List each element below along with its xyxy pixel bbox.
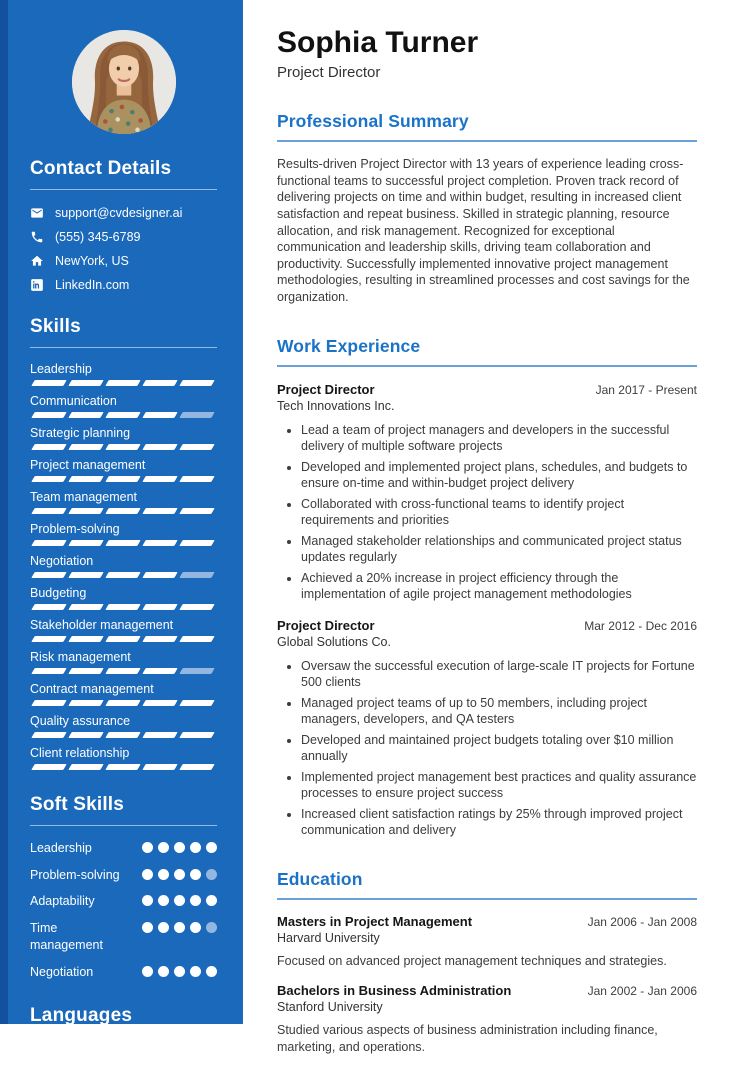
soft-skill-dot — [142, 922, 153, 933]
skill-level-bar — [30, 508, 217, 514]
skill-bar-segment — [68, 540, 103, 546]
work-experience-section — [277, 336, 697, 839]
skill-bar-segment — [142, 540, 177, 546]
skill-bar-segment — [31, 380, 66, 386]
soft-skill-dot — [142, 966, 153, 977]
soft-skill-dot — [158, 895, 169, 906]
skill-item — [30, 586, 217, 610]
skill-bar-segment — [68, 604, 103, 610]
skill-label: Quality assurance — [30, 714, 131, 728]
contact-list — [30, 206, 217, 292]
soft-skill-label: Negotiation — [30, 964, 94, 979]
soft-skill-dot — [190, 966, 201, 977]
skill-bar-segment — [105, 412, 140, 418]
soft-skill-dots — [142, 966, 217, 977]
summary-text: Results-driven Project Director with 13 years of experience leading cross-functional teams to successful project completion. Proven track record of delivering projects on time and within budget, resulting in increased client satisfaction and repeat business. Skilled in strategic planning, resource allocation, and risk management. Recognized for exceptional communication and leadership skills, driving team collaboration and productivity. Successfully implemented innovative project management methodologies, resulting in streamlined processes and cost savings for the organization. — [277, 157, 690, 304]
skill-label: Communication — [30, 394, 117, 408]
language-pill: Spanish — [107, 1053, 178, 1079]
skill-bar-segment — [68, 444, 103, 450]
skill-bar-segment — [142, 572, 177, 578]
skill-bar-segment — [142, 636, 177, 642]
skill-label: Risk management — [30, 650, 131, 664]
skill-item — [30, 490, 217, 514]
soft-skill-dots — [142, 922, 217, 933]
skill-bar-segment — [105, 604, 140, 610]
skill-bar-segment — [105, 508, 140, 514]
skill-bar-segment — [179, 380, 214, 386]
soft-skill-dot — [174, 895, 185, 906]
soft-skill-dot — [190, 895, 201, 906]
skill-bar-segment — [105, 636, 140, 642]
skill-label: Stakeholder management — [30, 618, 174, 632]
skill-bar-segment — [142, 412, 177, 418]
job-bullet: • Achieved a 20% increase in project efficiency through the implementation of agile project management methodologies — [301, 570, 697, 603]
contact-item[interactable] — [30, 206, 217, 220]
skill-level-bar — [30, 732, 217, 738]
skill-bar-segment — [105, 764, 140, 770]
skill-bar-segment — [31, 508, 66, 514]
skill-bar-segment — [105, 700, 140, 706]
soft-skill-dot — [142, 869, 153, 880]
job-bullet: • Developed and implemented project plans, schedules, and budgets to ensure on-time and within-budget project delivery — [301, 459, 697, 492]
soft-skill-dot — [206, 869, 217, 880]
skill-item — [30, 362, 217, 386]
contact-section — [30, 158, 217, 292]
soft-skill-dots — [142, 842, 217, 853]
job-bullet: • Managed project teams of up to 50 members, including project managers, developers, and QA testers — [301, 695, 697, 728]
soft-skill-item — [30, 893, 217, 911]
resume-main — [243, 0, 730, 1054]
skill-level-bar — [30, 476, 217, 482]
skill-bar-segment — [179, 444, 214, 450]
soft-skill-dot — [206, 966, 217, 977]
job-bullet: • Lead a team of project managers and developers in the successful delivery of multiple software projects — [301, 422, 697, 455]
skill-item — [30, 394, 217, 418]
job-bullet: • Increased client satisfaction ratings by 25% through improved project communication and delivery — [301, 806, 697, 839]
skill-label: Strategic planning — [30, 426, 131, 440]
skills-list — [30, 362, 217, 770]
languages-list — [30, 1053, 217, 1079]
skill-bar-segment — [68, 764, 103, 770]
skill-bar-segment — [142, 508, 177, 514]
soft-skill-dot — [206, 842, 217, 853]
education-header — [277, 914, 697, 929]
skill-item — [30, 746, 217, 770]
skill-level-bar — [30, 540, 217, 546]
skill-label: Contract management — [30, 682, 154, 696]
profile-photo — [72, 30, 176, 134]
soft-skill-dot — [158, 966, 169, 977]
skill-bar-segment — [105, 540, 140, 546]
person-name: Sophia Turner — [277, 26, 479, 59]
skill-bar-segment — [179, 508, 214, 514]
skill-item — [30, 554, 217, 578]
phone-icon — [30, 230, 44, 244]
soft-skill-dot — [158, 869, 169, 880]
soft-skill-dot — [158, 842, 169, 853]
skill-bar-segment — [142, 732, 177, 738]
profile-photo-illustration — [72, 30, 176, 134]
skill-bar-segment — [179, 572, 214, 578]
linkedin-icon — [30, 278, 44, 292]
skill-bar-segment — [105, 380, 140, 386]
skill-bar-segment — [31, 540, 66, 546]
skill-bar-segment — [142, 764, 177, 770]
skill-bar-segment — [142, 444, 177, 450]
job-header — [277, 382, 697, 397]
soft-skill-dot — [174, 922, 185, 933]
soft-skill-dot — [142, 895, 153, 906]
skill-level-bar — [30, 700, 217, 706]
soft-skill-label: Problem-solving — [30, 867, 120, 882]
skill-bar-segment — [68, 412, 103, 418]
skill-bar-segment — [68, 636, 103, 642]
skill-bar-segment — [105, 668, 140, 674]
job-date: Mar 2012 - Dec 2016 — [584, 618, 697, 633]
summary-heading: Professional Summary — [277, 111, 697, 142]
skill-bar-segment — [31, 636, 66, 642]
contact-item-text: (555) 345-6789 — [55, 230, 141, 244]
soft-skill-dot — [174, 842, 185, 853]
soft-skill-dots — [142, 869, 217, 880]
contact-item[interactable] — [30, 230, 217, 244]
skill-item — [30, 618, 217, 642]
skill-bar-segment — [179, 412, 214, 418]
job-bullets — [277, 658, 697, 839]
soft-skill-label: Adaptability — [30, 894, 95, 908]
person-job-title: Project Director — [277, 64, 381, 81]
skill-level-bar — [30, 444, 217, 450]
education-school: Harvard University — [277, 930, 380, 945]
education-entry — [277, 914, 697, 970]
education-heading: Education — [277, 869, 697, 900]
soft-skill-dot — [174, 869, 185, 880]
skill-bar-segment — [105, 732, 140, 738]
soft-skill-dot — [190, 842, 201, 853]
skill-level-bar — [30, 572, 217, 578]
skill-bar-segment — [68, 732, 103, 738]
skill-bar-segment — [68, 700, 103, 706]
skill-bar-segment — [105, 572, 140, 578]
soft-skill-item — [30, 964, 217, 982]
skill-label: Client relationship — [30, 746, 130, 760]
soft-skill-dot — [206, 895, 217, 906]
skills-heading: Skills — [30, 316, 217, 348]
jobs-list — [277, 382, 697, 839]
soft-skill-dots — [142, 895, 217, 906]
skill-level-bar — [30, 636, 217, 642]
skill-bar-segment — [179, 540, 214, 546]
soft-skill-dot — [190, 922, 201, 933]
home-icon — [30, 254, 44, 268]
sidebar — [0, 0, 243, 1073]
skill-bar-segment — [105, 476, 140, 482]
soft-skill-label: Time management — [30, 920, 103, 952]
skill-bar-segment — [142, 476, 177, 482]
skill-bar-segment — [179, 636, 214, 642]
skill-bar-segment — [31, 668, 66, 674]
skill-bar-segment — [68, 380, 103, 386]
skill-bar-segment — [179, 700, 214, 706]
job-entry — [277, 618, 697, 839]
job-entry — [277, 382, 697, 603]
soft-skill-dot — [142, 842, 153, 853]
education-degree: Bachelors in Business Administration — [277, 983, 512, 999]
skill-level-bar — [30, 764, 217, 770]
skill-item — [30, 714, 217, 738]
soft-skills-list — [30, 840, 217, 981]
skill-label: Leadership — [30, 362, 92, 376]
education-description: Focused on advanced project management techniques and strategies. — [277, 953, 667, 968]
education-header — [277, 983, 697, 998]
skill-label: Budgeting — [30, 586, 87, 600]
skill-bar-segment — [31, 700, 66, 706]
skill-label: Problem-solving — [30, 522, 120, 536]
contact-item — [30, 254, 217, 268]
contact-item-text: LinkedIn.com — [55, 278, 130, 292]
education-degree: Masters in Project Management — [277, 913, 473, 929]
soft-skill-dot — [190, 869, 201, 880]
skill-item — [30, 650, 217, 674]
education-date: Jan 2006 - Jan 2008 — [587, 914, 697, 929]
job-bullet: • Collaborated with cross-functional teams to identify project requirements and priorities — [301, 496, 697, 529]
job-date: Jan 2017 - Present — [595, 382, 697, 397]
skill-bar-segment — [31, 476, 66, 482]
skill-bar-segment — [68, 476, 103, 482]
soft-skill-item — [30, 840, 217, 858]
skill-item — [30, 682, 217, 706]
skill-bar-segment — [31, 572, 66, 578]
soft-skills-section — [30, 794, 217, 981]
job-bullet: • Oversaw the successful execution of large-scale IT projects for Fortune 500 clients — [301, 658, 697, 691]
skill-bar-segment — [31, 732, 66, 738]
skill-bar-segment — [31, 444, 66, 450]
skill-level-bar — [30, 380, 217, 386]
soft-skill-item — [30, 867, 217, 885]
education-date: Jan 2002 - Jan 2006 — [587, 984, 697, 999]
job-bullet: • Managed stakeholder relationships and communicated project status updates regularly — [301, 533, 697, 566]
contact-item[interactable] — [30, 278, 217, 292]
skill-bar-segment — [142, 380, 177, 386]
job-title: Project Director — [277, 617, 375, 633]
skill-label: Team management — [30, 490, 138, 504]
job-bullets — [277, 422, 697, 603]
job-title: Project Director — [277, 381, 375, 397]
contact-item-text: support@cvdesigner.ai — [55, 206, 183, 220]
soft-skill-label: Leadership — [30, 841, 92, 855]
skill-label: Negotiation — [30, 554, 94, 568]
skill-bar-segment — [68, 572, 103, 578]
skill-item — [30, 522, 217, 546]
soft-skill-dot — [158, 922, 169, 933]
soft-skill-item — [30, 920, 217, 955]
skill-bar-segment — [142, 700, 177, 706]
skill-level-bar — [30, 668, 217, 674]
contact-item-text: NewYork, US — [55, 254, 129, 268]
skill-label: Project management — [30, 458, 146, 472]
skill-bar-segment — [68, 508, 103, 514]
skill-bar-segment — [179, 604, 214, 610]
job-header — [277, 618, 697, 633]
job-company: Tech Innovations Inc. — [277, 398, 395, 413]
language-pill: English — [30, 1053, 97, 1079]
skill-bar-segment — [105, 444, 140, 450]
skill-bar-segment — [31, 604, 66, 610]
skill-level-bar — [30, 604, 217, 610]
skill-item — [30, 426, 217, 450]
languages-section — [30, 1005, 217, 1079]
job-bullet: • Developed and maintained project budgets totaling over $10 million annually — [301, 732, 697, 765]
contact-heading: Contact Details — [30, 158, 217, 190]
work-experience-heading: Work Experience — [277, 336, 697, 367]
education-school: Stanford University — [277, 1000, 383, 1015]
skill-bar-segment — [179, 668, 214, 674]
skill-bar-segment — [179, 476, 214, 482]
soft-skills-heading: Soft Skills — [30, 794, 217, 826]
skill-item — [30, 458, 217, 482]
education-list — [277, 914, 697, 1056]
skill-bar-segment — [68, 668, 103, 674]
education-section — [277, 869, 697, 1056]
education-description: Studied various aspects of business administration including finance, marketing, and operations. — [277, 1023, 658, 1054]
skill-bar-segment — [142, 604, 177, 610]
skills-section — [30, 316, 217, 770]
skill-bar-segment — [31, 412, 66, 418]
education-entry — [277, 983, 697, 1055]
skill-bar-segment — [179, 764, 214, 770]
job-bullet: • Implemented project management best practices and quality assurance processes to ensure project success — [301, 769, 697, 802]
skill-bar-segment — [142, 668, 177, 674]
skill-bar-segment — [31, 764, 66, 770]
summary-section — [277, 111, 697, 306]
job-company: Global Solutions Co. — [277, 634, 391, 649]
skill-bar-segment — [179, 732, 214, 738]
languages-heading: Languages — [30, 1005, 217, 1037]
mail-icon — [30, 206, 44, 220]
skill-level-bar — [30, 412, 217, 418]
soft-skill-dot — [206, 922, 217, 933]
soft-skill-dot — [174, 966, 185, 977]
